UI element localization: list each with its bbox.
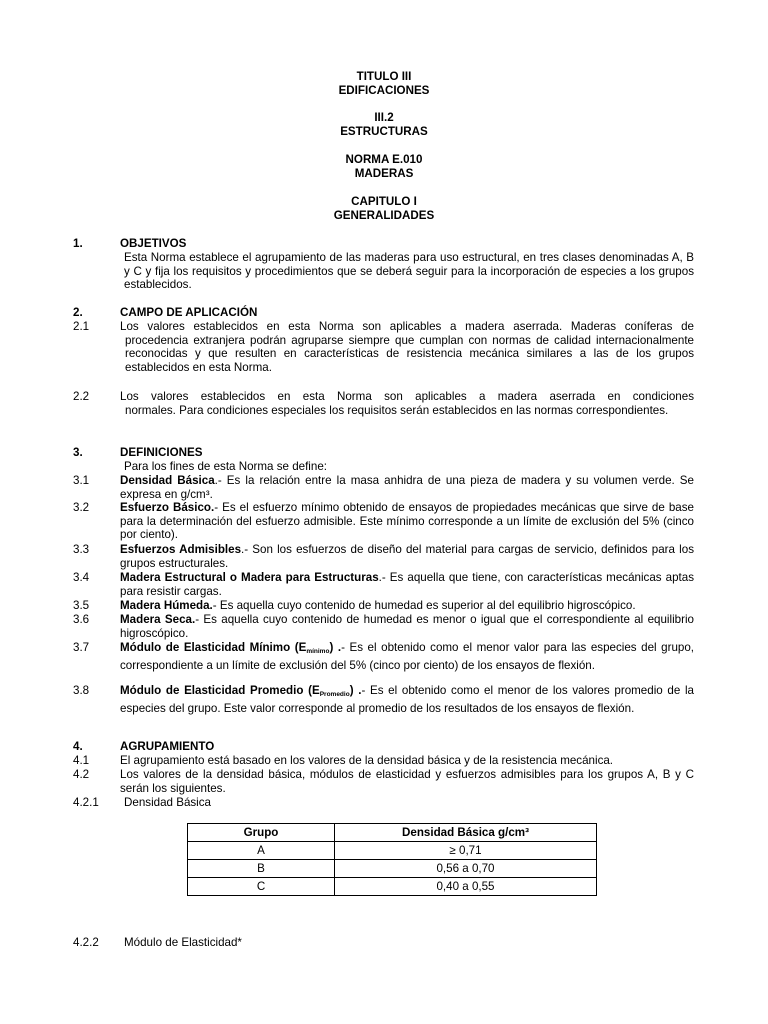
section-title: OBJETIVOS (120, 237, 187, 250)
section-number: 1. (73, 237, 83, 250)
column-header: Grupo (188, 824, 335, 842)
section-title: CAMPO DE APLICACIÓN (120, 306, 258, 319)
definition-item (73, 599, 694, 613)
item-number: 3.4 (73, 571, 90, 584)
table-row (188, 878, 597, 896)
list-item (73, 390, 694, 417)
table-cell: C (188, 878, 335, 896)
item-number: 4.2 (73, 768, 90, 781)
definition-item (73, 474, 694, 501)
definition-item (73, 543, 694, 570)
definition-item (73, 571, 694, 598)
title-line: NORMA E.010 (345, 153, 423, 166)
definition-item (73, 501, 694, 542)
item-text: Los valores establecidos en esta Norma son aplicables a madera aserrada en condiciones (120, 390, 694, 403)
table-cell: 0,56 a 0,70 (335, 860, 597, 878)
item-number: 4.2.2 (73, 936, 99, 949)
definition-term: Módulo de Elasticidad Mínimo (E (120, 641, 307, 654)
definition-term: Madera Estructural o Madera para Estructuras (120, 571, 379, 584)
title-line: TITULO III (356, 70, 412, 83)
item-text: Módulo de Elasticidad* (124, 936, 242, 949)
definition-text: .- Son los esfuerzos de diseño del material para cargas de servicio, definidos para los grupos estructurales. (120, 543, 694, 570)
definition-text: .- Es la relación entre la masa anhidra de una pieza de madera y su volumen verde. Se expresa en g/cm³. (120, 474, 694, 501)
definition-term: Módulo de Elasticidad Promedio (E (120, 684, 320, 697)
definition-item (73, 641, 694, 672)
item-text: Densidad Básica (124, 796, 212, 809)
title-line: CAPITULO I (351, 195, 417, 208)
item-number: 4.1 (73, 754, 90, 767)
item-text: Los valores de la densidad básica, módulos de elasticidad y esfuerzos admisibles para los grupos A, B y C serán los siguientes. (120, 768, 694, 795)
section-number: 4. (73, 740, 83, 753)
section-number: 3. (73, 446, 83, 459)
table-header-row (188, 824, 597, 842)
definition-term: Madera Húmeda. (120, 599, 213, 612)
definition-term: Esfuerzo Básico. (120, 501, 215, 514)
density-table (187, 823, 597, 896)
list-item (73, 320, 694, 374)
title-line: MADERAS (354, 167, 414, 180)
section-title: AGRUPAMIENTO (120, 740, 215, 753)
table-cell: B (188, 860, 335, 878)
definition-item (73, 684, 694, 715)
item-number: 3.2 (73, 501, 90, 514)
item-number: 3.6 (73, 613, 90, 626)
title-line: III.2 (374, 111, 394, 124)
table-row (188, 842, 597, 860)
definition-text: - Es el obtenido como el menor de los valores promedio de la especies del grupo. Este valor corresponde al promedio de los resultados de los ensayos de flexión. (120, 684, 694, 715)
item-text: El agrupamiento está basado en los valores de la densidad básica y de la resistencia mecánica. (120, 754, 614, 767)
definition-term: Densidad Básica (120, 474, 215, 487)
item-number: 3.8 (73, 684, 90, 697)
table-row (188, 860, 597, 878)
item-number: 2.1 (73, 320, 90, 333)
section-title: DEFINICIONES (120, 446, 203, 459)
item-number: 4.2.1 (73, 796, 99, 809)
definition-item (73, 613, 694, 640)
paragraph: Esta Norma establece el agrupamiento de las maderas para uso estructural, en tres clases denominadas A, B y C y fija los requisitos y procedimientos que se deberá seguir para la incorporación de especies a los grupos establecidos. (124, 251, 694, 292)
item-text: procedencia extranjera podrán agruparse siempre que cumplan con normas de calidad internacionalmente reconocidas y que resulten en características de resistencia mecánica similares a las de los grupos establecidos en esta Norma. (125, 333, 694, 374)
title-line: ESTRUCTURAS (340, 125, 428, 138)
column-header: Densidad Básica g/cm³ (335, 824, 597, 842)
list-item (73, 768, 694, 795)
subscript: mínimo (306, 648, 330, 655)
definition-term: Madera Seca. (120, 613, 196, 626)
definition-text: - Es aquella cuyo contenido de humedad es menor o igual que el correspondiente al equilibrio higroscópico. (120, 613, 694, 640)
definition-text: - Es el esfuerzo mínimo obtenido de ensayos de propiedades mecánicas que sirve de base para la determinación del esfuerzo admisible. Este mínimo corresponde a un límite de exclusión del 5% (cinco por ciento). (120, 501, 694, 542)
table-cell: 0,40 a 0,55 (335, 878, 597, 896)
section-number: 2. (73, 306, 83, 319)
item-number: 3.3 (73, 543, 90, 556)
table-cell: ≥ 0,71 (335, 842, 597, 860)
definition-term: Esfuerzos Admisibles (120, 543, 242, 556)
title-line: EDIFICACIONES (338, 84, 430, 97)
item-number: 3.5 (73, 599, 90, 612)
definition-term-close: ) . (329, 641, 342, 654)
definition-text: - Es el obtenido como el menor valor para las especies del grupo, correspondiente a un límite de exclusión del 5% (cinco por ciento) de los ensayos de flexión. (120, 641, 695, 672)
item-number: 3.1 (73, 474, 90, 487)
item-number: 3.7 (73, 641, 90, 654)
list-item (73, 936, 694, 950)
definition-text: - Es aquella cuyo contenido de humedad es superior al del equilibrio higroscópico. (212, 599, 636, 612)
item-text: Los valores establecidos en esta Norma son aplicables a madera aserrada. Maderas coníferas de (120, 320, 694, 333)
paragraph: Para los fines de esta Norma se define: (124, 460, 327, 473)
definition-text: .- Es aquella que tiene, con características mecánicas aptas para resistir cargas. (120, 571, 694, 598)
title-line: GENERALIDADES (333, 209, 435, 222)
table-cell: A (188, 842, 335, 860)
definition-term-close: ) . (349, 684, 362, 697)
list-item (73, 796, 694, 810)
list-item (73, 754, 694, 768)
item-text: normales. Para condiciones especiales los requisitos serán establecidos en las normas correspondientes. (125, 403, 669, 417)
subscript: Promedio (319, 691, 350, 698)
item-number: 2.2 (73, 390, 90, 403)
